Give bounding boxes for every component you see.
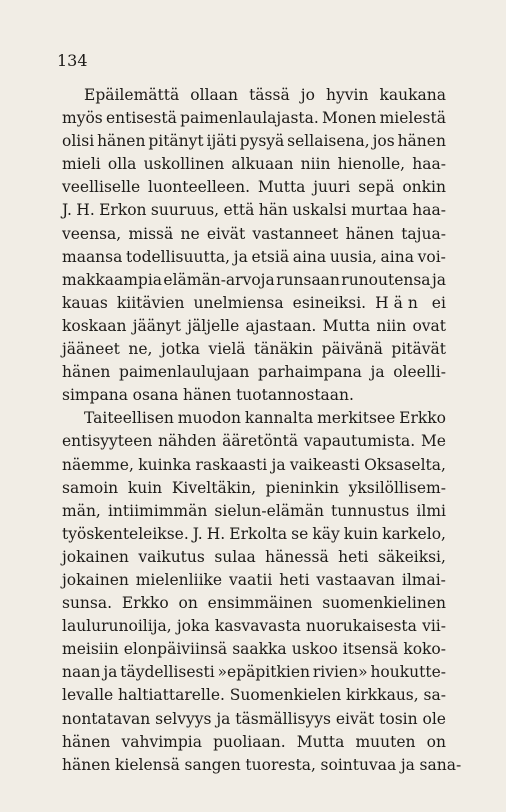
text-line: entisyyteen nähden ääretöntä vapautumista. Me (62, 432, 446, 451)
text-line: hänen kielensä sangen tuoresta, sointuvaa ja sana- (62, 755, 462, 774)
text-line: kauas kiitävien unelmiensa esineiksi. Hän ei (62, 293, 446, 312)
text-line: hänen vahvimpia puoliaan. Mutta muuten on (62, 732, 446, 751)
text-line: koskaan jäänyt jäljelle ajastaan. Mutta niin ovat (62, 316, 446, 335)
text-line: samoin kuin Kiveltäkin, pieninkin yksilöllisem- (62, 478, 446, 497)
text-line: jokainen mielenliike vaatii heti vastaavan ilmai- (62, 570, 446, 589)
text-line: veensa, missä ne eivät vastanneet hänen tajua- (62, 224, 446, 243)
text-line: laulurunoilija, joka kasvavasta nuorukaisesta vii- (62, 617, 446, 636)
text-line: meisiin elonpäiviinsä saakka uskoo itsensä koko- (62, 640, 446, 659)
text-line: maansa todellisuutta, ja etsiä aina uusia, aina voi- (62, 247, 446, 266)
paragraph (62, 407, 462, 777)
text-line: levalle haltiattarelle. Suomenkielen kirkkaus, sa- (62, 686, 446, 705)
text-line: myös entisestä paimenlaulajasta. Monen mielestä (62, 109, 446, 128)
paragraph (62, 84, 446, 407)
body-text (62, 84, 462, 777)
text-line: jokainen vaikutus sulaa hänessä heti säkeiksi, (62, 547, 446, 566)
text-line: män, intiimimmän sielun-elämän tunnustus ilmi (62, 501, 446, 520)
text-line: J. H. Erkon suuruus, että hän uskalsi murtaa haa- (62, 201, 446, 220)
text-line: veelliselle luonteelleen. Mutta juuri sepä onkin (62, 178, 446, 197)
text-line: Taiteellisen muodon kannalta merkitsee Erkko (84, 409, 446, 428)
text-line: mieli olla uskollinen alkuaan niin hienolle, haa- (62, 155, 446, 174)
text-line: näemme, kuinka raskaasti ja vaikeasti Oksaselta, (62, 455, 446, 474)
text-line: nontatavan selvyys ja täsmällisyys eivät tosin ole (62, 709, 446, 728)
text-line: naan ja täydellisesti »epäpitkien rivien» houkutte- (62, 663, 446, 682)
text-line: jääneet ne, jotka vielä tänäkin päivänä pitävät (62, 340, 446, 359)
text-line: Epäilemättä ollaan tässä jo hyvin kaukana (84, 86, 446, 104)
text-line: sunsa. Erkko on ensimmäinen suomenkielinen (62, 594, 446, 613)
text-line: simpana osana hänen tuotannostaan. (62, 386, 354, 405)
text-line: olisi hänen pitänyt ijäti pysyä sellaisena, jos hänen (62, 132, 446, 151)
text-line: työskenteleikse. J. H. Erkolta se käy kuin karkelo, (62, 524, 446, 543)
text-line: makkaampia elämän-arvoja runsaan runoutensa ja (62, 270, 446, 289)
text-line: hänen paimenlaulujaan parhaimpana ja oleelli- (62, 363, 446, 382)
page-number: 134 (57, 51, 88, 70)
